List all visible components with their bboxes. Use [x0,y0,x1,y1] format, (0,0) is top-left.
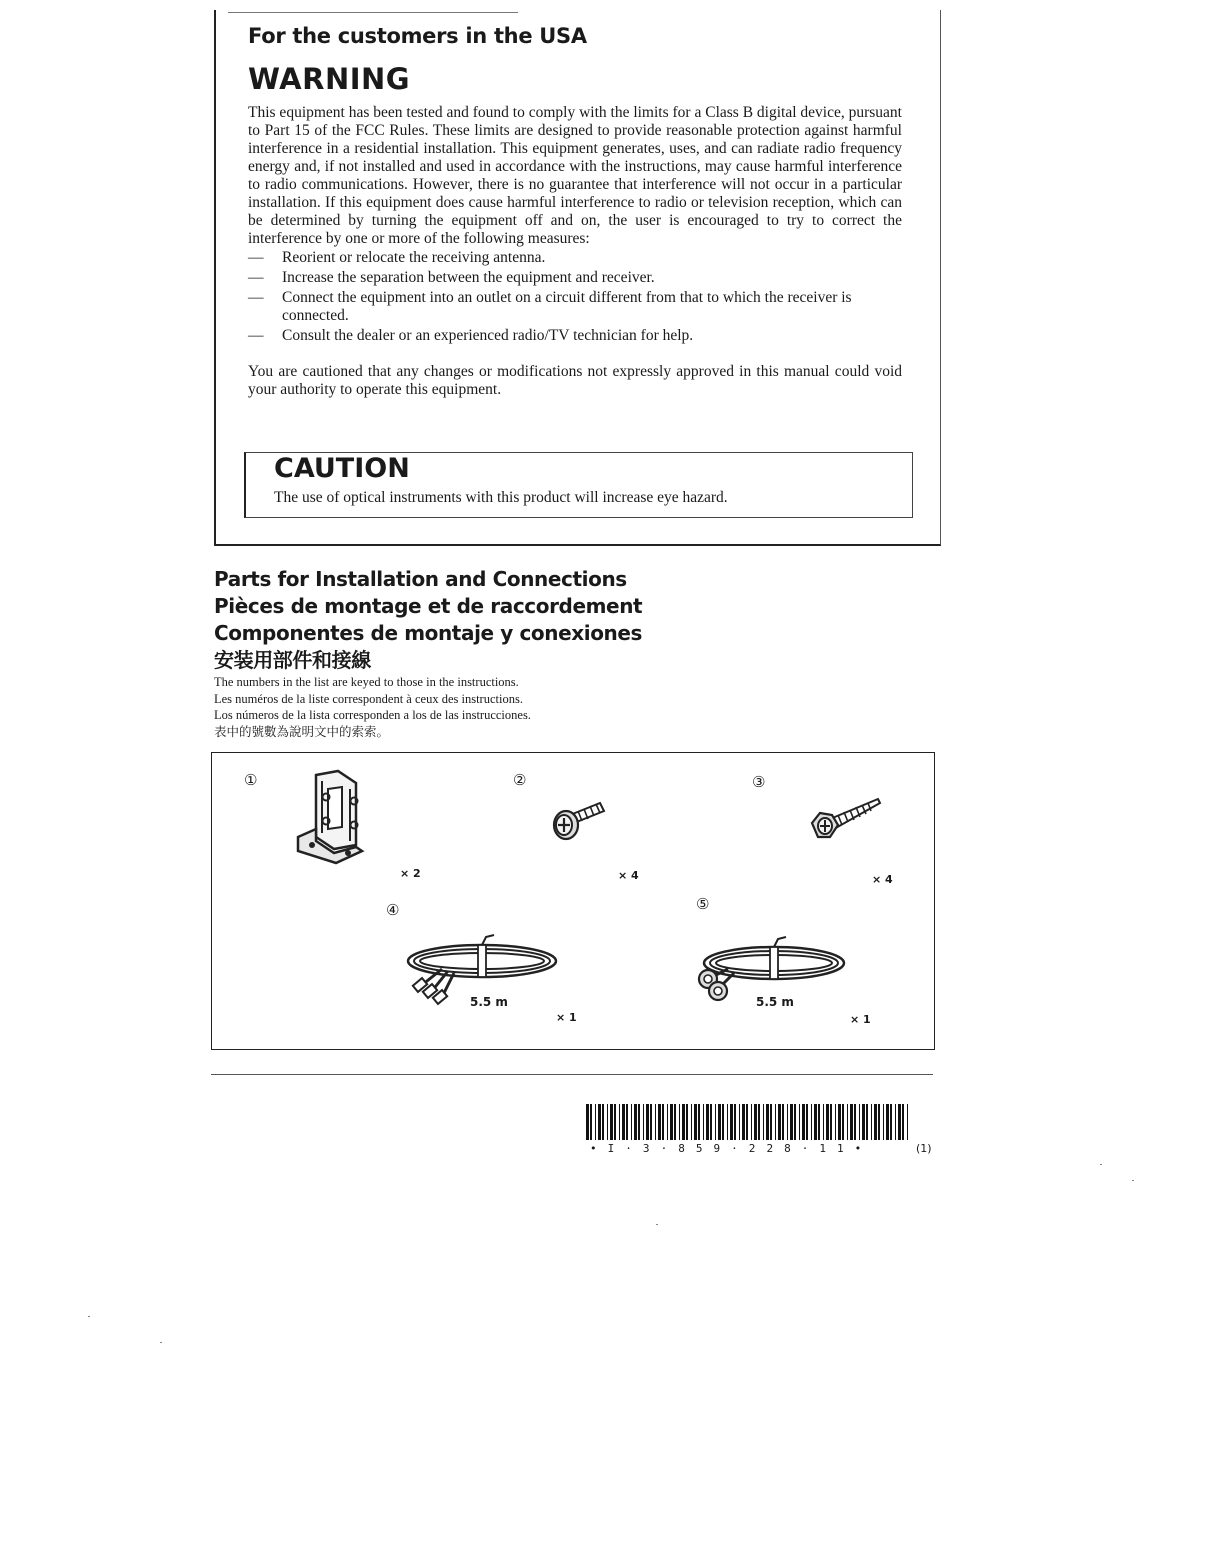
barcode-bar [895,1104,896,1140]
barcode-bar [595,1104,596,1140]
caution-text: The use of optical instruments with this product will increase eye hazard. [274,489,728,506]
dash-mark: — [248,269,264,286]
caution-title: CAUTION [274,453,410,484]
barcode-suffix: (1) [916,1142,932,1155]
barcode-bar [739,1104,740,1140]
barcode-bar [698,1104,700,1140]
cautioned-paragraph: You are cautioned that any changes or modifications not expressly approved in this manual could void your authority to operate this equipment. [248,363,902,398]
barcode-bar [602,1104,604,1140]
barcode-bar [866,1104,868,1140]
barcode-bar [799,1104,800,1140]
parts-note-en: The numbers in the list are keyed to those in the instructions. [214,675,519,689]
measures-list [248,249,902,345]
parts-title-fr: Pièces de montage et de raccordement [214,594,643,618]
barcode-bar [607,1104,608,1140]
barcode-bar [766,1104,769,1140]
usa-heading: For the customers in the USA [248,24,587,48]
barcode-bar [862,1104,865,1140]
barcode-bar [902,1104,904,1140]
parts-note-fr: Les numéros de la liste correspondent à ceux des instructions. [214,691,523,706]
barcode-bar [643,1104,644,1140]
barcode-bar [838,1104,841,1140]
barcode-bar [634,1104,637,1140]
parts-title-zh: 安装用部件和接線 [214,648,371,672]
barcode-bar [674,1104,676,1140]
barcode-bar [631,1104,632,1140]
barcode-bar [722,1104,724,1140]
barcode-bar [746,1104,748,1140]
mounting-bracket-icon [292,767,378,867]
barcode-bar [686,1104,688,1140]
dash-mark: — [248,289,264,306]
parts-note-es: Los números de la lista corresponden a los de las instrucciones. [214,708,531,722]
scan-speck [656,1224,658,1225]
barcode-bar [830,1104,832,1140]
parts-box [211,752,935,1050]
barcode-bar [898,1104,901,1140]
barcode-bar [655,1104,656,1140]
barcode-bar [626,1104,628,1140]
dash-mark: — [248,249,264,266]
warning-title: WARNING [248,62,411,96]
part-qty-4: × 1 [556,1011,577,1024]
barcode-bar [691,1104,692,1140]
barcode-bar [826,1104,829,1140]
part-number-4: ④ [386,901,400,919]
parts-titles [214,566,642,674]
barcode-bar [619,1104,620,1140]
top-rule [228,12,518,13]
barcode-bar [682,1104,685,1140]
barcode-bar [770,1104,772,1140]
part-length-4: 5.5 m [470,995,508,1009]
scan-speck [1132,1180,1134,1181]
barcode-bar [667,1104,668,1140]
barcode-bar [811,1104,812,1140]
barcode-bar [794,1104,796,1140]
caution-box [244,452,913,518]
barcode-bar [871,1104,872,1140]
barcode-bar [806,1104,808,1140]
barcode-bar [847,1104,848,1140]
parts-notes [214,674,531,740]
barcode-bar [874,1104,877,1140]
barcode-bar [679,1104,680,1140]
barcode-bar [694,1104,697,1140]
parts-title-es: Componentes de montaje y conexiones [214,621,643,645]
barcode-bar [614,1104,616,1140]
barcode-bar [754,1104,757,1140]
barcode-bar [650,1104,652,1140]
barcode-bar [670,1104,673,1140]
barcode-bar [638,1104,640,1140]
barcode-bar [814,1104,817,1140]
barcode-image [586,1104,910,1142]
barcode-bar [842,1104,844,1140]
barcode-bar [662,1104,664,1140]
part-qty-1: × 2 [400,867,421,880]
barcode-bar [590,1104,592,1140]
measure-item [248,289,902,325]
part-number-3: ③ [752,773,766,791]
barcode-bar [775,1104,776,1140]
barcode-bar [730,1104,733,1140]
dash-mark: — [248,327,264,344]
barcode-bar [886,1104,889,1140]
barcode-bar [586,1104,589,1140]
warning-body [248,104,902,399]
measure-text: Increase the separation between the equipment and receiver. [282,269,655,286]
part-qty-2: × 4 [618,869,639,882]
barcode-bar [710,1104,712,1140]
barcode-bar [835,1104,836,1140]
scan-speck [88,1316,90,1317]
measure-item [248,249,902,267]
barcode-bar [883,1104,884,1140]
barcode-bar [763,1104,764,1140]
barcode-bar [727,1104,728,1140]
barcode-bar [787,1104,788,1140]
parts-note-zh: 表中的號數為說明文中的索索。 [214,724,390,739]
barcode-bar [854,1104,856,1140]
barcode-bar [778,1104,781,1140]
barcode-bar [622,1104,625,1140]
barcode-bar [859,1104,860,1140]
screw-washer-icon [548,795,606,843]
scan-speck [1100,1164,1102,1165]
barcode-bar [907,1104,908,1140]
part-number-5: ⑤ [696,895,710,913]
measure-text: Connect the equipment into an outlet on a circuit different from that to which the receiver is connected. [282,289,852,324]
scan-speck [160,1342,162,1343]
part-length-5: 5.5 m [756,995,794,1009]
barcode-bar [706,1104,709,1140]
measure-item [248,327,902,345]
barcode-bar [758,1104,760,1140]
part-qty-3: × 4 [872,873,893,886]
measure-text: Reorient or relocate the receiving antenna. [282,249,546,266]
measure-text: Consult the dealer or an experienced radio/TV technician for help. [282,327,694,344]
barcode-bar [890,1104,892,1140]
barcode-bar [742,1104,745,1140]
barcode-bar [734,1104,736,1140]
barcode-bar [658,1104,661,1140]
barcode-bar [878,1104,880,1140]
barcode-bar [818,1104,820,1140]
parts-title-en: Parts for Installation and Connections [214,567,627,591]
barcode-bar [823,1104,824,1140]
part-number-1: ① [244,771,258,789]
warning-intro: This equipment has been tested and found to comply with the limits for a Class B digital device, pursuant to Part 15 of the FCC Rules. These limits are designed to provide reasonable protection against harmful interference in a residential installation. This equipment generates, uses, and can radiate radio frequency energy and, if not installed and used in accordance with the instructions, may cause harmful interference to radio communications. However, there is no guarantee that interference will not occur in a particular installation. If this equipment does cause harmful interference to radio or television reception, which can be determined by turning the equipment off and on, the user is encouraged to try to correct the interference by one or more of the following measures: [248,104,902,247]
barcode-bar [610,1104,613,1140]
part-number-2: ② [513,771,527,789]
barcode-digits: • I · 3 · 8 5 9 · 2 2 8 · 1 1 • [590,1142,864,1155]
barcode-bar [751,1104,752,1140]
barcode-bar [718,1104,721,1140]
barcode-bar [850,1104,853,1140]
barcode-bar [703,1104,704,1140]
barcode-bar [646,1104,649,1140]
barcode-bar [782,1104,784,1140]
part-qty-5: × 1 [850,1013,871,1026]
tapping-screw-icon [808,793,884,847]
barcode-bar [715,1104,716,1140]
barcode-bar [598,1104,601,1140]
barcode-bar [790,1104,793,1140]
measure-item [248,269,902,287]
bottom-rule [211,1074,933,1075]
barcode-bar [802,1104,805,1140]
fcc-notice-box [214,10,941,546]
